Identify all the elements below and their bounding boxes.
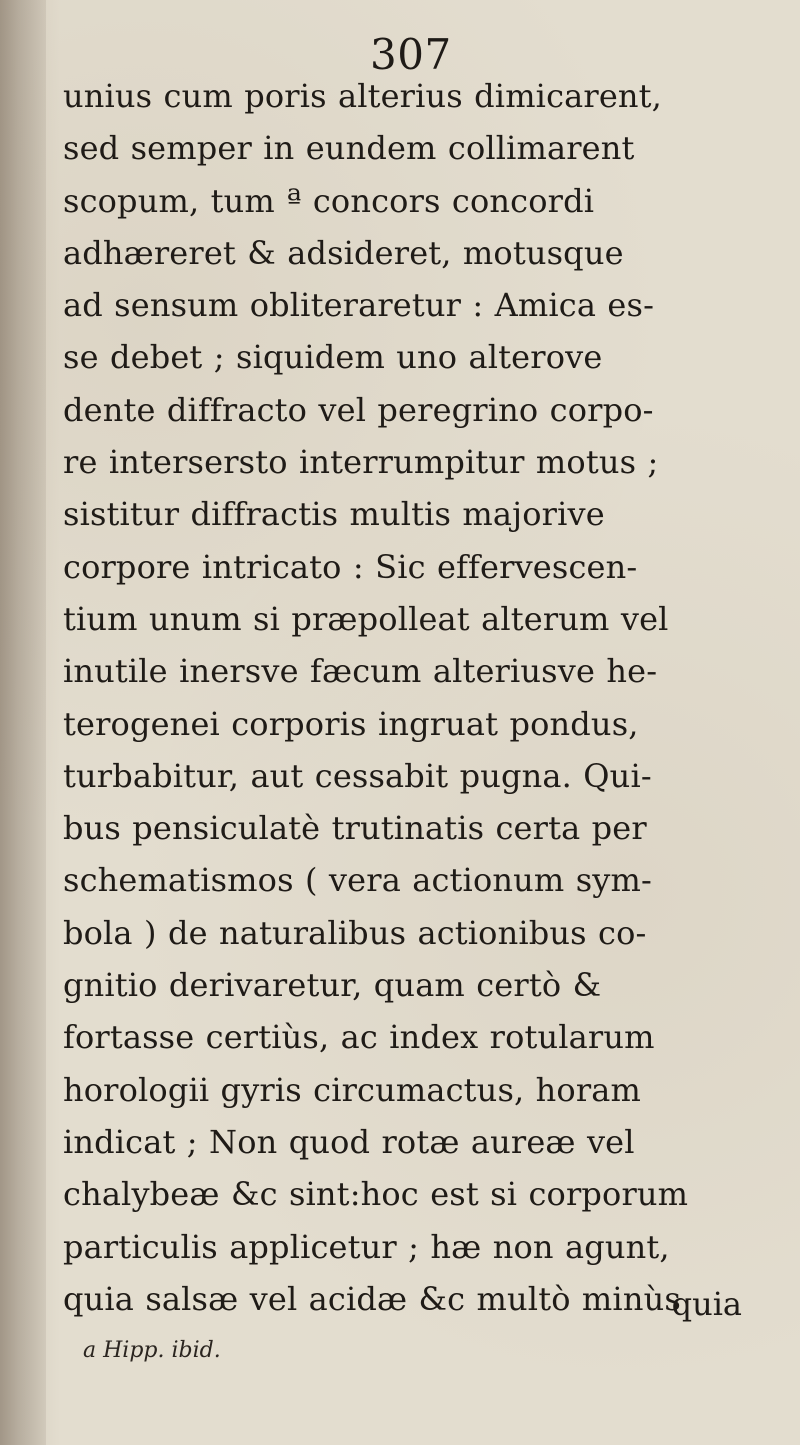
page-gutter xyxy=(0,0,46,1445)
text-line: schematismos ( vera actionum sym- xyxy=(63,861,652,900)
text-line: re intersersto interrumpitur motus ; xyxy=(63,443,659,482)
text-line: gnitio derivaretur, quam certò & xyxy=(63,966,602,1005)
text-line: horologii gyris circumactus, horam xyxy=(63,1070,642,1109)
text-line: bus pensiculatè trutinatis certa per xyxy=(63,809,647,848)
text-line: terogenei corporis ingruat pondus, xyxy=(63,704,639,743)
page-number: 307 xyxy=(370,30,452,79)
text-line: adhæreret & adsideret, motusque xyxy=(63,233,624,272)
text-line: sed semper in eundem collimarent xyxy=(63,129,635,168)
text-line: chalybeæ &c sint:hoc est si corporum xyxy=(63,1175,689,1214)
text-line: fortasse certiùs, ac index rotularum xyxy=(63,1018,655,1057)
text-line: se debet ; siquidem uno alterove xyxy=(63,338,603,377)
text-line: quia salsæ vel acidæ &c multò minùs xyxy=(63,1279,681,1318)
text-line: unius cum poris alterius dimicarent, xyxy=(63,77,662,115)
text-line: inutile inersve fæcum alteriusve he- xyxy=(63,652,658,691)
text-line: particulis applicetur ; hæ non agunt, xyxy=(63,1227,670,1266)
text-line: turbabitur, aut cessabit pugna. Qui- xyxy=(63,756,652,795)
text-line: tium unum si præpolleat alterum vel xyxy=(63,599,669,638)
text-line: scopum, tum ª concors concordi xyxy=(63,181,595,220)
text-line: dente diffracto vel peregrino corpo- xyxy=(63,390,654,429)
footnote: a Hipp. ibid. xyxy=(83,1338,221,1363)
text-line: indicat ; Non quod rotæ aureæ vel xyxy=(63,1122,635,1161)
catchword: quia xyxy=(671,1285,742,1323)
text-line: corpore intricato : Sic effervescen- xyxy=(63,547,638,586)
text-line: sistitur diffractis multis majorive xyxy=(63,495,605,534)
body-text xyxy=(63,70,783,1325)
text-line: ad sensum obliteraretur : Amica es- xyxy=(63,286,655,325)
text-line: bola ) de naturalibus actionibus co- xyxy=(63,913,647,952)
